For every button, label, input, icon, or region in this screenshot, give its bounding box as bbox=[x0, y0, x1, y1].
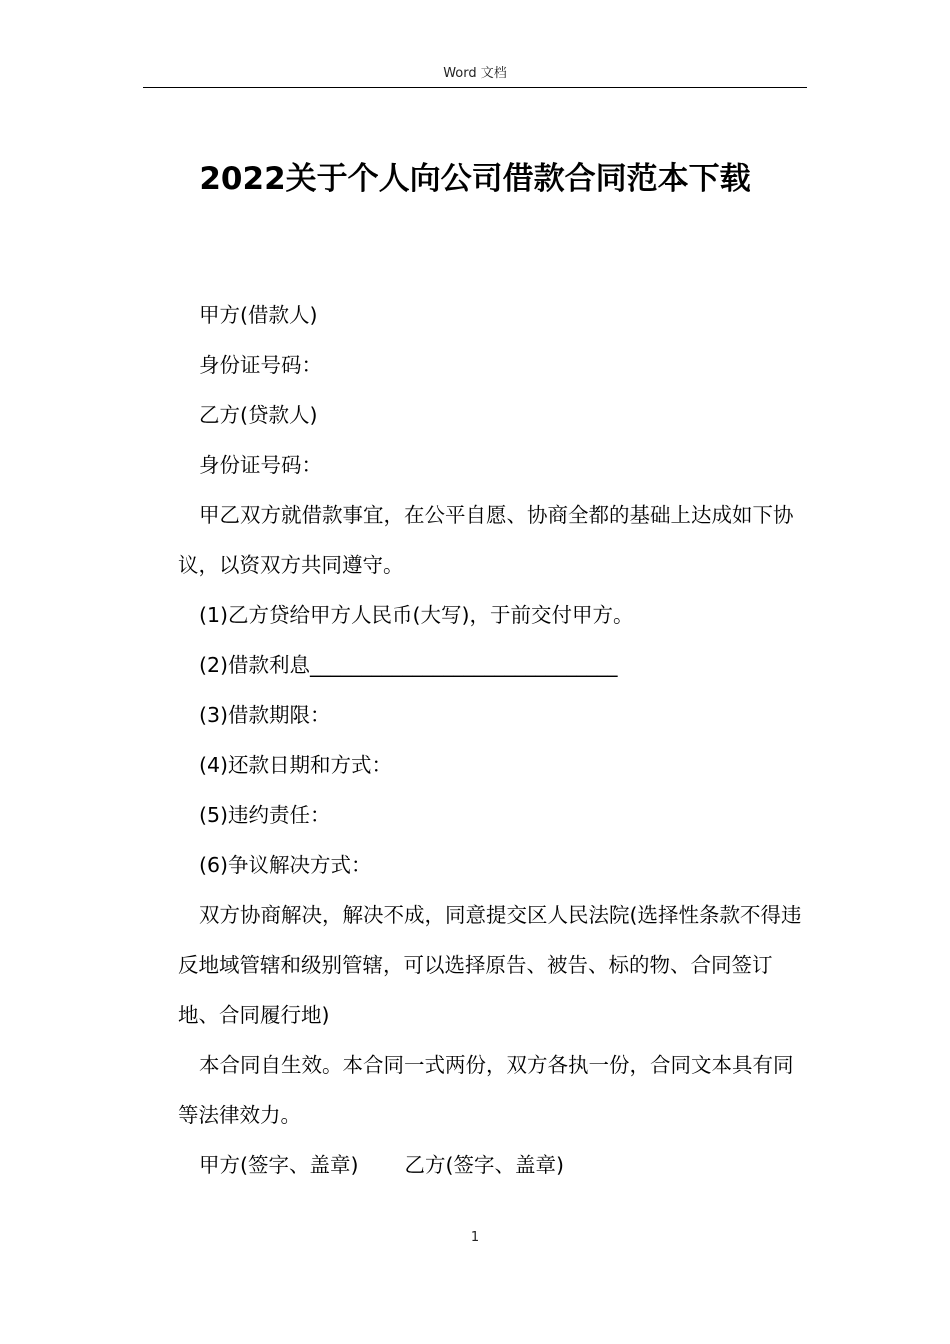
paragraph-clause-2: (2)借款利息______________________________ bbox=[199, 653, 618, 677]
paragraph-clause-1: (1)乙方贷给甲方人民币(大写)，于前交付甲方。 bbox=[199, 603, 634, 627]
header-label: Word 文档 bbox=[443, 66, 507, 81]
paragraph-agreement-intro: 甲乙双方就借款事宜，在公平自愿、协商全都的基础上达成如下协议，以资双方共同遵守。 bbox=[178, 503, 794, 577]
page-number: 1 bbox=[470, 1230, 480, 1245]
paragraph-effectiveness: 本合同自生效。本合同一式两份，双方各执一份，合同文本具有同等法律效力。 bbox=[178, 1053, 794, 1127]
signature-line bbox=[178, 1140, 806, 1190]
paragraph-clause-6: (6)争议解决方式： bbox=[199, 853, 372, 877]
signature-party-a: 甲方(签字、盖章) bbox=[199, 1153, 359, 1177]
paragraph-party-a-id: 身份证号码： bbox=[199, 353, 322, 377]
paragraph-party-b-id: 身份证号码： bbox=[199, 453, 322, 477]
paragraph-clause-3: (3)借款期限： bbox=[199, 703, 331, 727]
document-title: 2022关于个人向公司借款合同范本下载 bbox=[199, 161, 751, 197]
paragraph-dispute-resolution: 双方协商解决，解决不成，同意提交区人民法院(选择性条款不得违反地域管辖和级别管辖，可以选择原告、被告、标的物、合同签订地、合同履行地) bbox=[178, 903, 802, 1027]
header-divider bbox=[143, 87, 807, 88]
document-body bbox=[178, 290, 806, 1190]
paragraph-party-a: 甲方(借款人) bbox=[199, 303, 318, 327]
paragraph-clause-5: (5)违约责任： bbox=[199, 803, 331, 827]
paragraph-party-b: 乙方(贷款人) bbox=[199, 403, 318, 427]
paragraph-clause-4: (4)还款日期和方式： bbox=[199, 753, 393, 777]
signature-party-b: 乙方(签字、盖章) bbox=[404, 1153, 564, 1177]
